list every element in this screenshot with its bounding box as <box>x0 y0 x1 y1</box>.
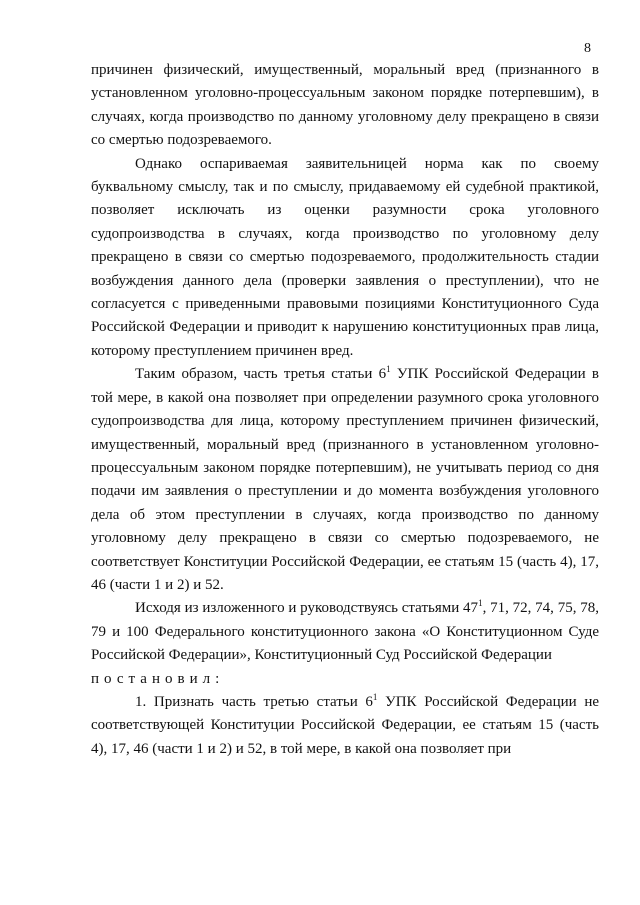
paragraph-1: причинен физический, имущественный, моральный вред (признанного в установленном уголовно-процессуальным законом порядке потерпевшим), в случаях, когда производство по данному уголовному делу прекращено в связи со смертью подозреваемого. <box>91 62 599 149</box>
paragraph-2: Однако оспариваемая заявительницей норма как по своему буквальному смыслу, так и по смыслу, придаваемому ей судебной практикой, позволяет исключать из оценки разумности срока уголовного судопроизводства в случаях, когда производство по уголовному делу прекращено в связи со смертью подозреваемого, продолжительность стадии возбуждения данного дела (проверки заявления о преступлении), что не согласуется с приведенными правовыми позициями Конституционного Суда Российской Федерации и приводит к нарушению конституционных прав лица, которому преступлением причинен вред. <box>91 155 599 359</box>
paragraph-3-superscript: 1 <box>386 364 391 375</box>
paragraph-4-text-start: Исходя из изложенного и руководствуясь статьями 47 <box>135 600 479 617</box>
paragraph-5-superscript: 1 <box>372 691 378 702</box>
resolution-heading: постановил: <box>91 670 225 687</box>
paragraph-4 <box>91 597 599 667</box>
paragraph-5-text-end: УПК Российской Федерации не соответствующей Конституции Российской Федерации, ее статьям 15 (часть 4), 17, 46 (части 1 и 2) и 52, в той мере, в какой она позволяет при <box>91 693 600 757</box>
page-number: 8 <box>584 41 591 56</box>
paragraph-5 <box>91 691 599 761</box>
paragraph-3 <box>91 363 599 597</box>
paragraph-4-text-end: , 71, 72, 74, 75, 78, 79 и 100 Федерального конституционного закона «О Конституционном Суде Российской Федерации», Конституционный Суд Российской Федерации <box>91 600 600 664</box>
paragraph-3-text-start: Таким образом, часть третья статьи 6 <box>135 366 387 383</box>
document-body <box>91 59 599 761</box>
paragraph-4-superscript: 1 <box>478 598 483 609</box>
paragraph-3-text-end: УПК Российской Федерации в той мере, в какой она позволяет при определении разумного срока уголовного судопроизводства для лица, которому преступлением причинен физический, имущественный, моральный вред (признанного в установленном уголовно-процессуальным законом порядке потерпевшим), не учитывать период со дня подачи им заявления о преступлении и до момента возбуждения уголовного дела об этом преступлении в случаях, когда производство по данному уголовному делу прекращено в связи со смертью подозреваемого, не соответствует Конституции Российской Федерации, ее статьям 15 (часть 4), 17, 46 (части 1 и 2) и 52. <box>91 366 600 593</box>
paragraph-5-text-start: 1. Признать часть третью статьи 6 <box>135 693 373 710</box>
